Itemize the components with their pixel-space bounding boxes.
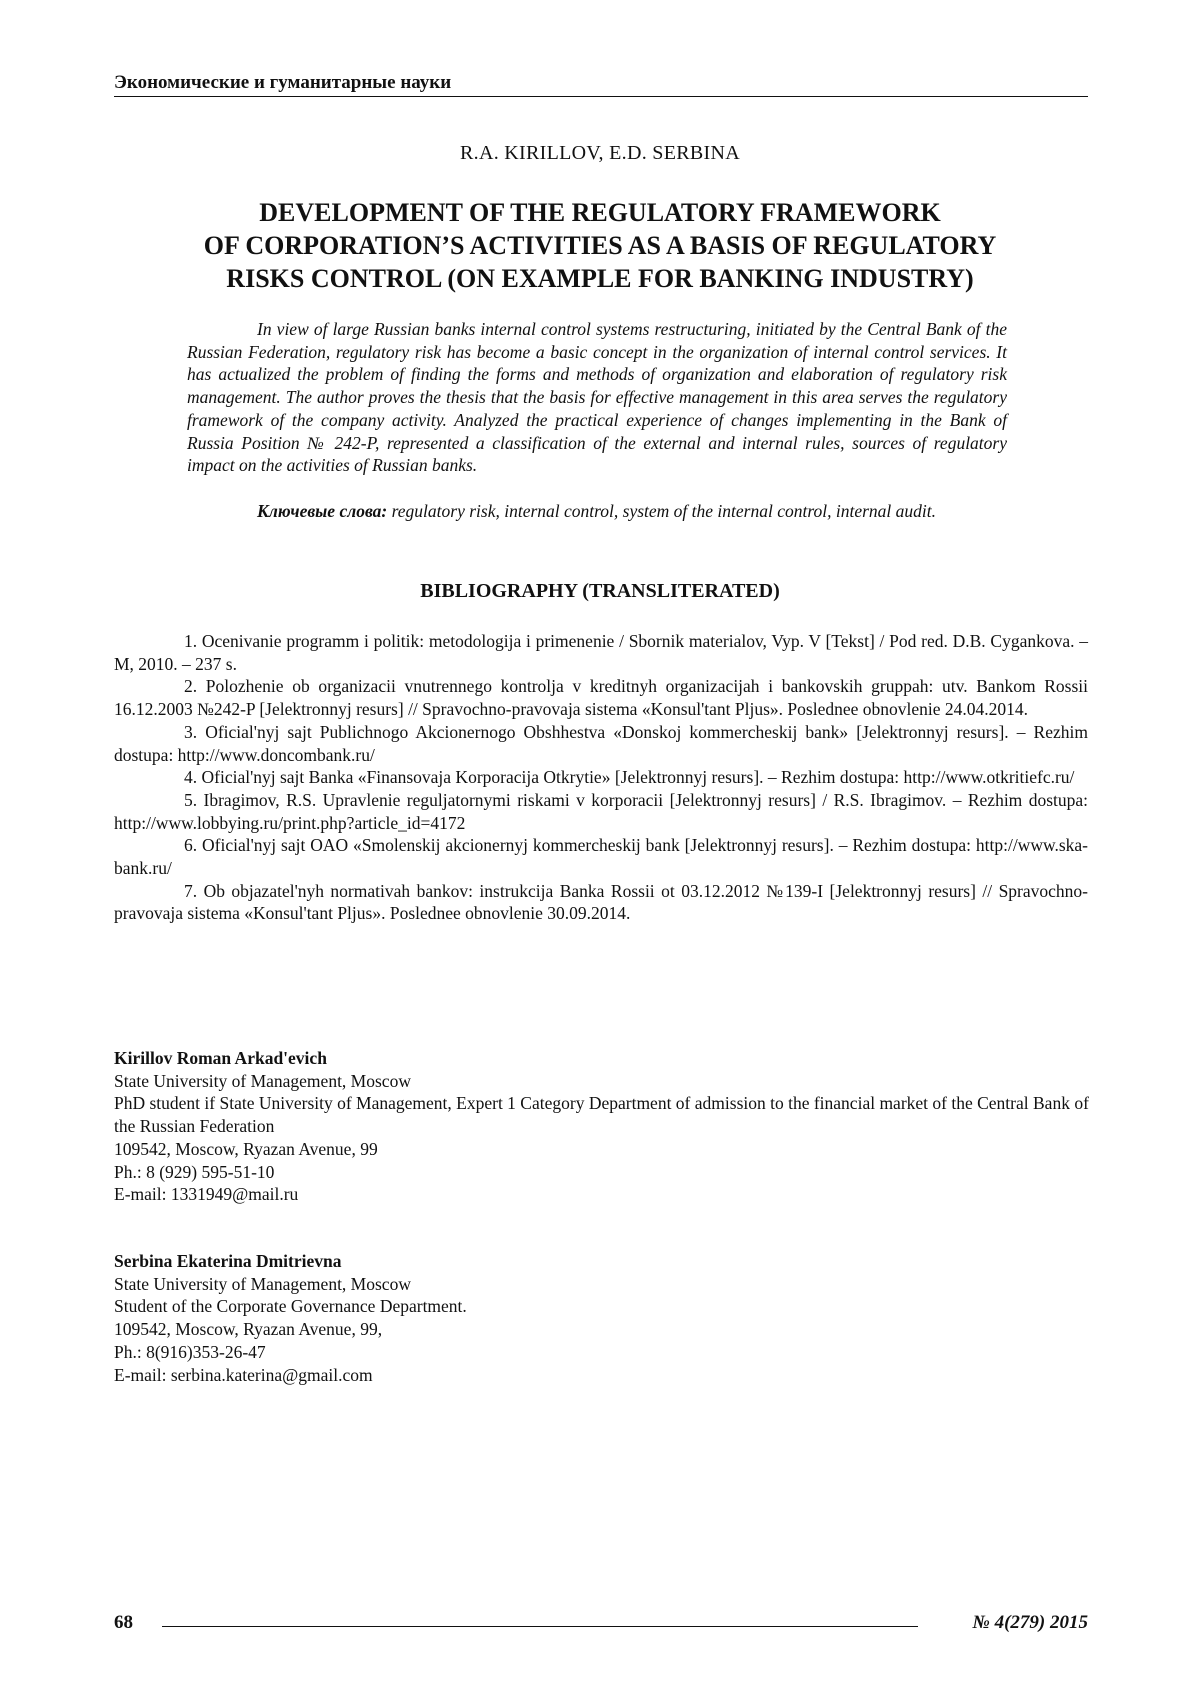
article-authors: R.A. KIRILLOV, E.D. SERBINA: [0, 142, 1200, 165]
bibliography-item: 7. Ob objazatel'nyh normativah bankov: instrukcija Banka Rossii ot 03.12.2012 №139-I [Jelektronnyj resurs] // Spravochno-pravovaja sistema «Konsul'tant Pljus». Poslednee obnovlenie 30.09.2014.: [114, 880, 1088, 925]
author-name: Kirillov Roman Arkad'evich: [114, 1047, 1094, 1070]
bibliography-item: 2. Polozhenie ob organizacii vnutrennego kontrolja v kreditnyh organizacijah i bankovskih gruppah: utv. Bankom Rossii 16.12.2003 №242-P [Jelektronnyj resurs] // Spravochno-pravovaja sistema «Konsul'tant Pljus». Poslednee obnovlenie 24.04.2014.: [114, 675, 1088, 720]
keywords: [187, 500, 1007, 523]
author-info-block: [114, 1047, 1094, 1206]
author-phone: Ph.: 8 (929) 595-51-10: [114, 1161, 1094, 1184]
bibliography-item: 5. Ibragimov, R.S. Upravlenie reguljatornymi riskami v korporacii [Jelektronnyj resurs] / R.S. Ibragimov. – Rezhim dostupa: http://www.lobbying.ru/print.php?article_id=4172: [114, 789, 1088, 834]
author-address: 109542, Moscow, Ryazan Avenue, 99: [114, 1138, 1094, 1161]
author-name: Serbina Ekaterina Dmitrievna: [114, 1250, 1094, 1273]
footer-rule: [162, 1626, 918, 1627]
bibliography-heading: BIBLIOGRAPHY (TRANSLITERATED): [0, 580, 1200, 603]
bibliography-item: 4. Oficial'nyj sajt Banka «Finansovaja Korporacija Otkrytie» [Jelektronnyj resurs]. – Rezhim dostupa: http://www.otkritiefc.ru/: [114, 766, 1088, 789]
bibliography-item: 6. Oficial'nyj sajt OAO «Smolenskij akcionernyj kommercheskij bank [Jelektronnyj resurs]. – Rezhim dostupa: http://www.ska-bank.ru/: [114, 834, 1088, 879]
author-affiliation: State University of Management, Moscow: [114, 1273, 1094, 1296]
author-affiliation: State University of Management, Moscow: [114, 1070, 1094, 1093]
title-line: DEVELOPMENT OF THE REGULATORY FRAMEWORK: [150, 196, 1050, 229]
bibliography-item: 3. Oficial'nyj sajt Publichnogo Akcionernogo Obshhestva «Donskoj kommercheskij bank» [Jelektronnyj resurs]. – Rezhim dostupa: http://www.doncombank.ru/: [114, 721, 1088, 766]
bibliography-list: [114, 630, 1088, 925]
author-info-block: [114, 1250, 1094, 1386]
author-address: 109542, Moscow, Ryazan Avenue, 99,: [114, 1318, 1094, 1341]
running-head: Экономические и гуманитарные науки: [114, 72, 1088, 97]
abstract: In view of large Russian banks internal control systems restructuring, initiated by the Central Bank of the Russian Federation, regulatory risk has become a basic concept in the organization of internal control services. It has actualized the problem of finding the forms and methods of organization and elaboration of regulatory risk management. The author proves the thesis that the basis for effective management in this area serves the regulatory framework of the company activity. Analyzed the practical experience of changes implementing in the Bank of Russia Position № 242-P, represented a classification of the external and internal rules, sources of regulatory impact on the activities of Russian banks.: [187, 318, 1007, 477]
author-position: PhD student if State University of Management, Expert 1 Category Department of admission to the financial market of the Central Bank of the Russian Federation: [114, 1092, 1094, 1137]
journal-page: [0, 0, 1200, 1697]
page-footer: [114, 1612, 1088, 1638]
bibliography-item: 1. Ocenivanie programm i politik: metodologija i primenenie / Sbornik materialov, Vyp. V [Tekst] / Pod red. D.B. Cygankova. – M, 2010. – 237 s.: [114, 630, 1088, 675]
author-position: Student of the Corporate Governance Department.: [114, 1295, 1094, 1318]
title-line: OF CORPORATION’S ACTIVITIES AS A BASIS OF REGULATORY: [150, 229, 1050, 262]
title-line: RISKS CONTROL (ON EXAMPLE FOR BANKING INDUSTRY): [150, 262, 1050, 295]
keywords-label: Ключевые слова:: [257, 501, 387, 521]
article-title: [150, 196, 1050, 295]
page-number: 68: [114, 1612, 133, 1634]
keywords-text: regulatory risk, internal control, system of the internal control, internal audit.: [387, 501, 936, 521]
author-email: E-mail: serbina.katerina@gmail.com: [114, 1364, 1094, 1387]
author-email: E-mail: 1331949@mail.ru: [114, 1183, 1094, 1206]
issue-number: № 4(279) 2015: [972, 1612, 1088, 1634]
author-phone: Ph.: 8(916)353-26-47: [114, 1341, 1094, 1364]
